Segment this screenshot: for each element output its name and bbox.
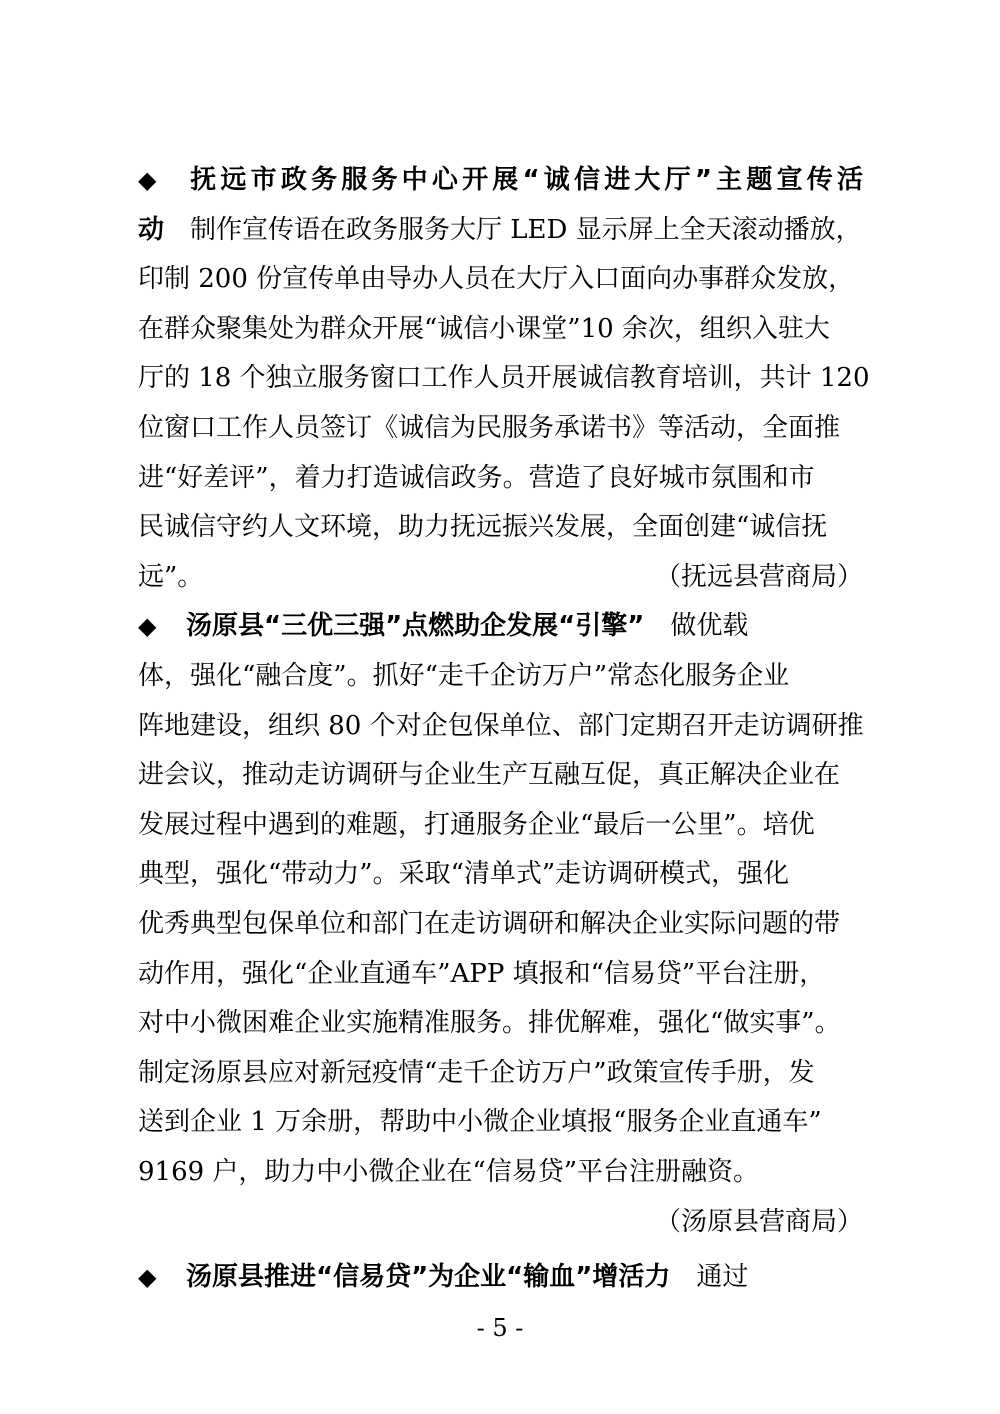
- section-1-line-4: 厅的 18 个独立服务窗口工作人员开展诚信教育培训，共计 120: [138, 363, 870, 394]
- section-1-text: 制作宣传语在政务服务大厅 LED 显示屏上全天滚动播放，: [190, 214, 862, 245]
- section-2-line-6: 优秀典型包保单位和部门在走访调研和解决企业实际问题的带: [138, 909, 841, 939]
- section-2-line-11: 9169 户，助力中小微企业在“信易贷”平台注册融资。: [138, 1157, 760, 1187]
- section-2-line-7: 动作用，强化“企业直通车”APP 填报和“信易贷”平台注册，: [138, 958, 826, 989]
- section-1-line-6: 进“好差评”，着力打造诚信政务。营造了良好城市氛围和市: [138, 462, 815, 493]
- section-2-title: 汤原县“三优三强”点燃助企发展“引擎”: [186, 611, 645, 642]
- section-2-line-10: 送到企业 1 万余册，帮助中小微企业填报“服务企业直通车”: [138, 1107, 822, 1138]
- section-2-title-line: [138, 608, 863, 644]
- section-1-line-1: [138, 212, 863, 248]
- section-1-title: 抚远市政务服务中心开展“诚信进大厅”主题宣传活: [186, 165, 863, 195]
- section-2-line-2: 阵地建设，组织 80 个对企包保单位、部门定期召开走访调研推: [138, 710, 864, 741]
- section-1-line-5: 位窗口工作人员签订《诚信为民服务承诺书》等活动，全面推: [138, 413, 841, 443]
- diamond-bullet-icon: ◆: [138, 1263, 157, 1292]
- section-1-line-7: 民诚信守约人文环境，助力抚远振兴发展，全面创建“诚信抚: [138, 512, 828, 543]
- section-2-line-3: 进会议，推动走访调研与企业生产互融互促，真正解决企业在: [138, 760, 841, 791]
- section-2-line-9: 制定汤原县应对新冠疫情“走千企访万户”政策宣传手册，发: [138, 1057, 815, 1088]
- section-1-line-3: 在群众聚集处为群众开展“诚信小课堂”10 余次，组织入驻大: [138, 313, 830, 344]
- section-3-title-line: [138, 1259, 863, 1295]
- section-1-title-line: [138, 162, 863, 198]
- page-number: - 5 -: [476, 1314, 524, 1342]
- section-2-line-5: 典型，强化“带动力”。采取“清单式”走访调研模式，强化: [138, 859, 790, 890]
- section-2-source: （汤原县营商局）: [654, 1206, 863, 1237]
- section-1-source: （抚远县营商局）: [654, 561, 863, 592]
- section-2-line-4: 发展过程中遇到的难题，打通服务企业“最后一公里”。培优: [138, 809, 815, 840]
- section-2-line-8: 对中小微困难企业实施精准服务。排优解难，强化“做实事”。: [138, 1008, 841, 1039]
- section-3-title: 汤原县推进“信易贷”为企业“输血”增活力: [186, 1262, 671, 1293]
- section-1-line-8: 远”。: [138, 561, 204, 592]
- section-3-first-text: 通过: [696, 1262, 749, 1293]
- diamond-bullet-icon: ◆: [138, 612, 157, 641]
- diamond-bullet-icon: ◆: [138, 166, 157, 194]
- section-2-line-1: 体，强化“融合度”。抓好“走千企访万户”常态化服务企业: [138, 661, 790, 691]
- section-1-line-2: 印制 200 份宣传单由导办人员在大厅入口面向办事群众发放，: [138, 264, 855, 295]
- section-2-first-text: 做优载: [670, 611, 749, 642]
- section-1-title-tail: 动: [138, 214, 165, 245]
